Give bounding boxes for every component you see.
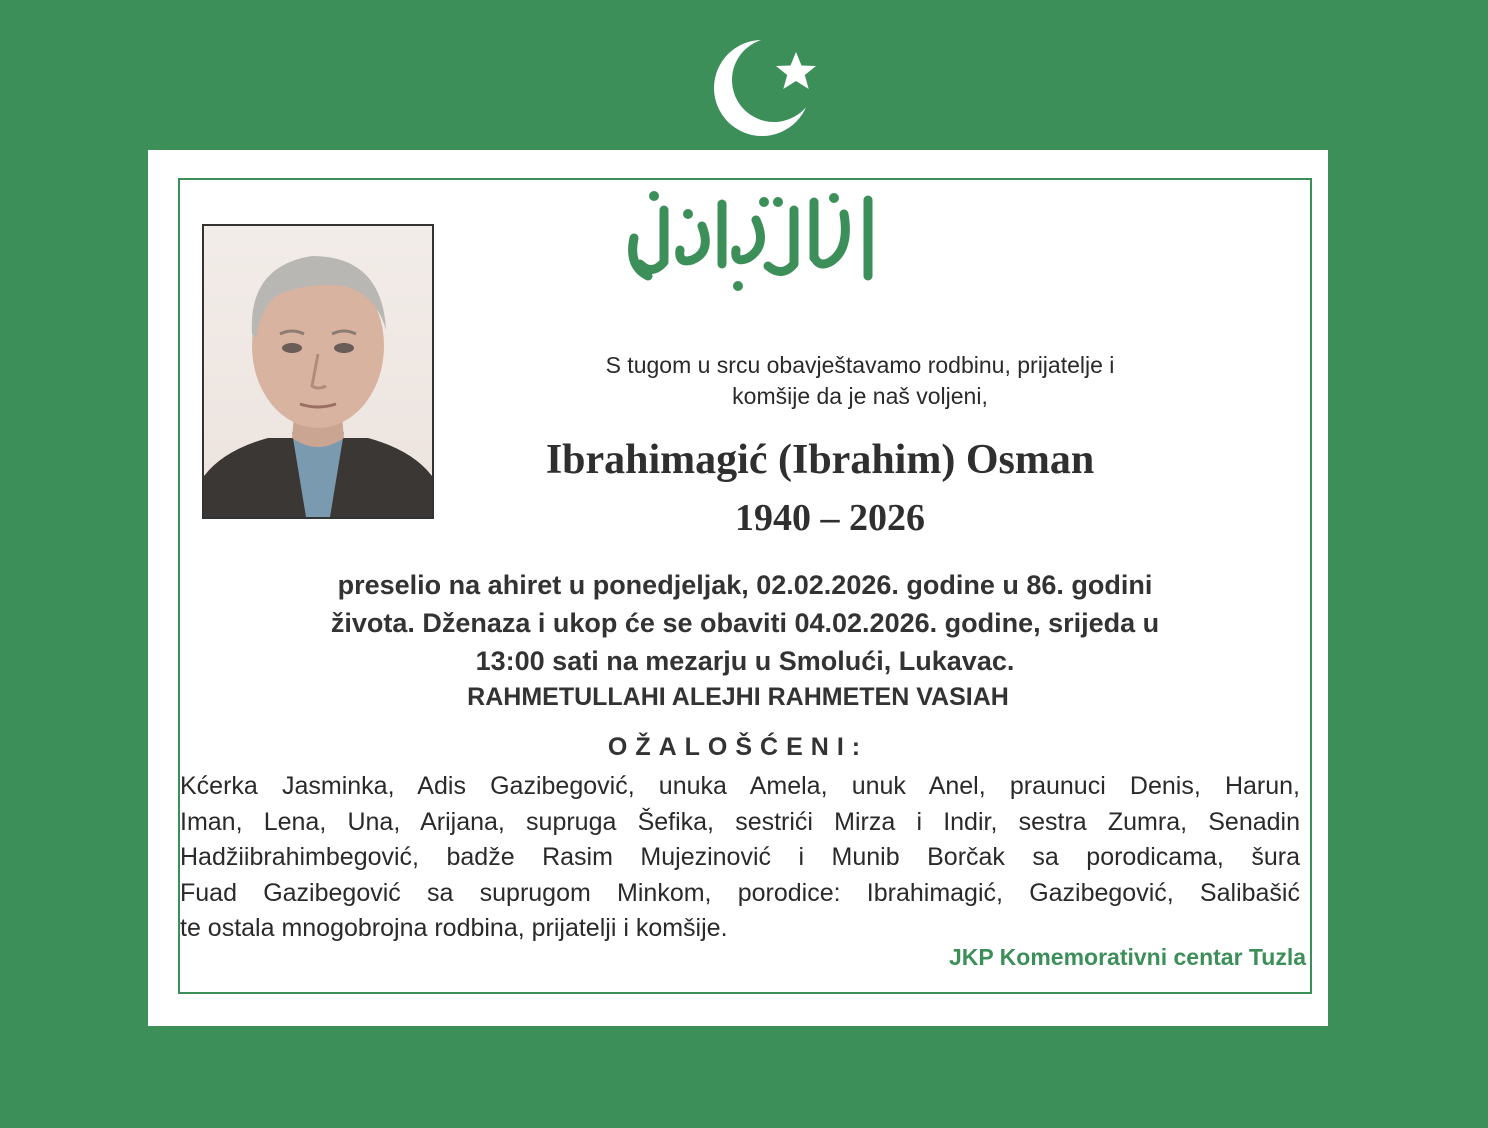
mourners-line: te ostala mnogobrojna rodbina, prijatelji i komšije.	[180, 914, 728, 942]
arabic-calligraphy-icon	[618, 180, 890, 302]
life-years: 1940 – 2026	[735, 497, 925, 539]
mourners-heading: OŽALOŠĆENI:	[607, 733, 869, 761]
mourners-line: Hadžiibrahimbegović, badže Rasim Mujezinović i Munib Borčak sa porodicama, šura	[180, 843, 1300, 871]
portrait-photo	[202, 224, 434, 519]
intro-text	[470, 350, 1250, 412]
mourners-line: Kćerka Jasminka, Adis Gazibegović, unuka Amela, unuk Anel, praunuci Denis, Harun,	[180, 772, 1300, 800]
portrait-illustration	[204, 226, 432, 517]
blessing-text: RAHMETULLAHI ALEJHI RAHMETEN VASIAH	[467, 683, 1009, 711]
intro-line: komšije da je naš voljeni,	[732, 383, 988, 409]
mourners-list	[180, 769, 1300, 947]
announcement-line: života. Dženaza i ukop će se obaviti 04.02.2026. godine, srijeda u	[330, 608, 1160, 638]
deceased-name: Ibrahimagić (Ibrahim) Osman	[545, 437, 1095, 483]
mourners-line: Fuad Gazibegović sa suprugom Minkom, porodice: Ibrahimagić, Gazibegović, Salibašić	[180, 878, 1300, 907]
intro-line: S tugom u srcu obavještavamo rodbinu, prijatelje i	[605, 352, 1115, 378]
announcement-text	[178, 566, 1312, 680]
crescent-and-star-icon	[712, 40, 836, 140]
announcement-line: preselio na ahiret u ponedjeljak, 02.02.2026. godine u 86. godini	[337, 570, 1153, 600]
mourners-line: Iman, Lena, Una, Arijana, supruga Šefika, sestrići Mirza i Indir, sestra Zumra, Senadin	[180, 807, 1300, 836]
announcement-line: 13:00 sati na mezarju u Smolući, Lukavac.	[475, 646, 1015, 676]
signature: JKP Komemorativni centar Tuzla	[948, 944, 1306, 970]
